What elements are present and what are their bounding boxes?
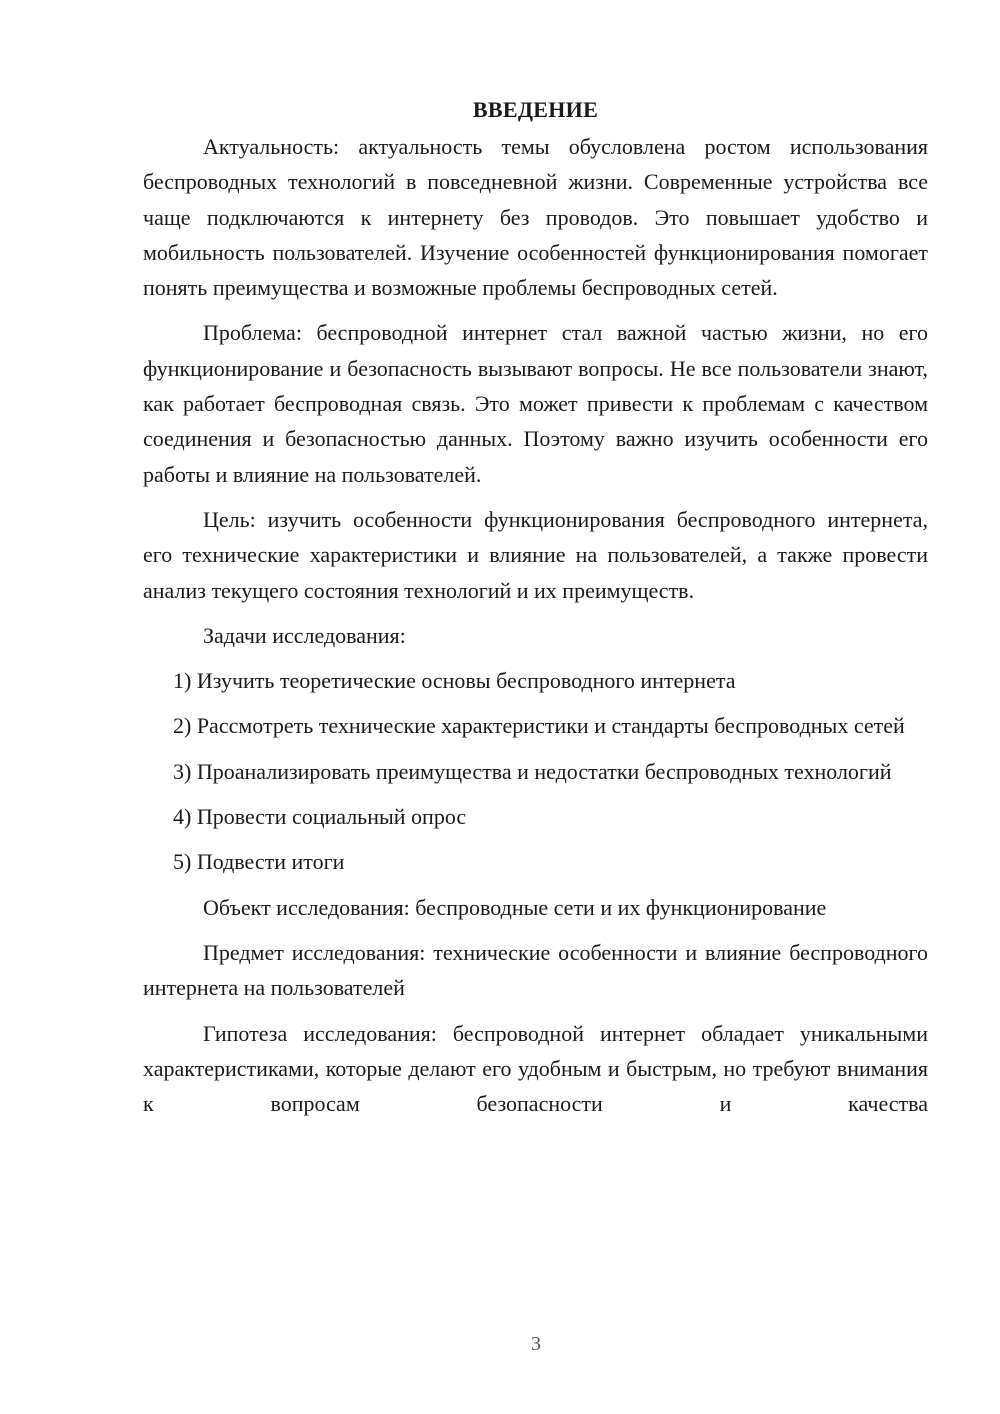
problem-paragraph: Проблема: беспроводной интернет стал важной частью жизни, но его функционирование и безопасность вызывают вопросы. Не все пользователи знают, как работает беспроводная связь. Это может привести к проблемам с качеством соединения и безопасностью данных. Поэтому важно изучить особенности его работы и влияние на пользователей. (143, 320, 928, 487)
tasks-heading: Задачи исследования: (203, 622, 406, 648)
hypothesis-paragraph: Гипотеза исследования: беспроводной интернет обладает уникальными характеристиками, которые делают его удобным и быстрым, но требуют внимания к вопросам безопасности и качества (143, 1020, 928, 1117)
object-paragraph: Объект исследования: беспроводные сети и их функционирование (203, 894, 827, 920)
subject-paragraph: Предмет исследования: технические особенности и влияние беспроводного интернета на пользователей (143, 939, 928, 1001)
goal-paragraph: Цель: изучить особенности функционирования беспроводного интернета, его технические характеристики и влияние на пользователей, а также провести анализ текущего состояния технологий и их преимуществ. (143, 506, 928, 603)
task-item-3: 3) Проанализировать преимущества и недостатки беспроводных технологий (173, 758, 892, 784)
task-item-1: 1) Изучить теоретические основы беспроводного интернета (173, 668, 736, 694)
page-number: 3 (531, 1333, 541, 1355)
task-item-4: 4) Провести социальный опрос (173, 804, 467, 830)
task-item-2: 2) Рассмотреть технические характеристики и стандарты беспроводных сетей (173, 713, 905, 739)
document-page (143, 95, 928, 1131)
relevance-paragraph: Актуальность: актуальность темы обусловлена ростом использования беспроводных технологий в повседневной жизни. Современные устройства все чаще подключаются к интернету без проводов. Это повышает удобство и мобильность пользователей. Изучение особенностей функционирования помогает понять преимущества и возможные проблемы беспроводных сетей. (143, 134, 928, 301)
task-item-5: 5) Подвести итоги (173, 849, 345, 875)
section-title: ВВЕДЕНИЕ (472, 97, 599, 122)
